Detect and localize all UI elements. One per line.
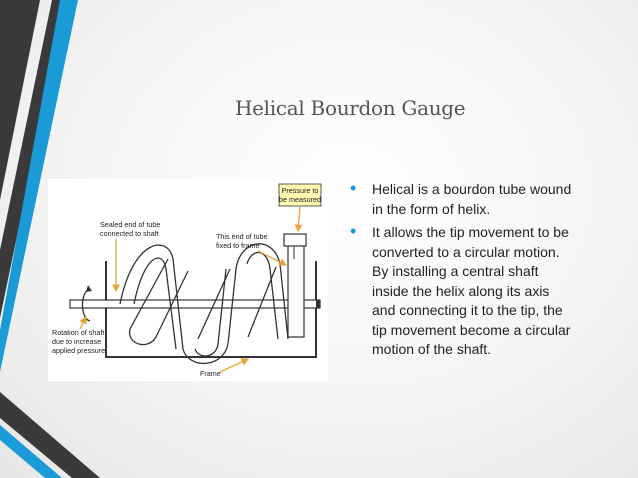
frame-label: Frame xyxy=(200,369,221,378)
bullet-text: It allows the tip movement to be converted to a circular motion. By installing a central shaft inside the helix along its axis and connecting it to the tip, the tip movement become a circular motion of the shaft. xyxy=(372,224,571,357)
bullet-item xyxy=(350,223,575,360)
bullet-list xyxy=(350,180,575,364)
pressure-label-line1: Pressure to xyxy=(281,186,319,195)
fixed-end-label-2: fixed to frame xyxy=(216,241,260,250)
pressure-label-line2: be measured xyxy=(279,195,321,204)
bullet-dot-icon: • xyxy=(350,178,357,198)
rotation-label-1: Rotation of shaft xyxy=(52,328,105,337)
rotation-label-3: applied pressure xyxy=(52,346,106,355)
rotation-label-2: due to increase xyxy=(52,337,102,346)
sealed-end-label-2: connected to shaft xyxy=(100,229,159,238)
slide-title: Helical Bourdon Gauge xyxy=(235,96,466,120)
fixed-end-label-1: This end of tube xyxy=(216,232,268,241)
sealed-end-label-1: Sealed end of tube xyxy=(100,220,161,229)
helical-bourdon-diagram xyxy=(48,179,328,381)
bullet-dot-icon: • xyxy=(350,221,357,241)
bullet-text: Helical is a bourdon tube wound in the form of helix. xyxy=(372,181,572,217)
bullet-item xyxy=(350,180,575,219)
